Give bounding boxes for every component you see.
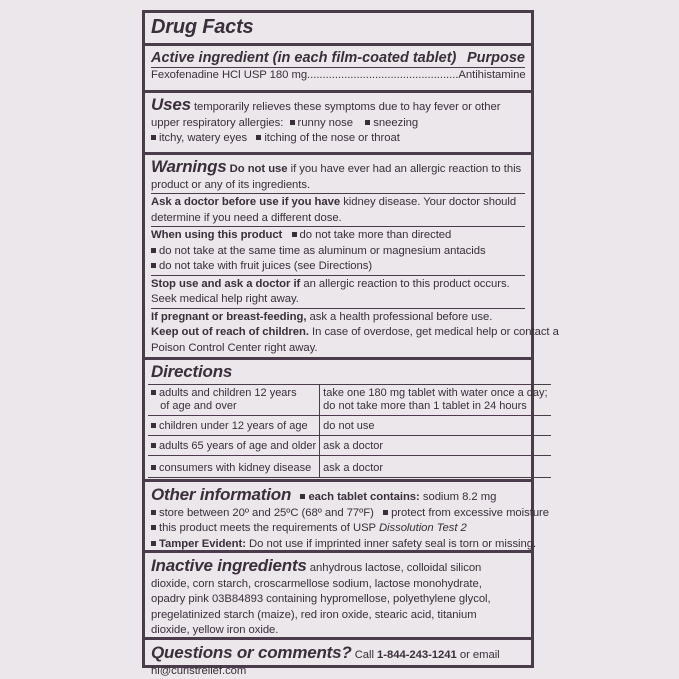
pregnant-label: If pregnant or breast-feeding,: [151, 310, 307, 323]
dir-what: ask a doctor: [323, 462, 384, 474]
uses-line1: temporarily relieves these symptoms due to hay fever or other: [193, 101, 501, 113]
ask-doctor-text2: determine if you need a different dose.: [151, 211, 342, 224]
inactive-section: [145, 550, 531, 637]
stop-use-text2: Seek medical help right away.: [151, 293, 299, 305]
tablet-label: each tablet contains:: [308, 491, 420, 503]
inactive-text: pregelatinized starch (maize), red iron oxide, stearic acid, titanium: [151, 608, 477, 621]
directions-heading: Directions: [151, 362, 233, 381]
tamper-text: Do not use if imprinted inner safety seal is torn or missing.: [249, 537, 537, 550]
active-ingredient-heading: [151, 49, 525, 67]
usp-text: this product meets the requirements of USP: [159, 522, 376, 534]
uses-item-sneezing: sneezing: [373, 116, 419, 129]
inactive-heading: Inactive ingredients: [151, 556, 307, 575]
uses-item-itching-nose: itching of the nose or throat: [264, 132, 400, 144]
dir-who: children under 12 years of age: [159, 420, 308, 432]
active-heading-text: Active ingredient (in each film-coated tablet): [151, 50, 457, 66]
when-using-label: When using this product: [151, 229, 283, 241]
inactive-text: opadry pink 03B84893 containing hypromellose, polyethylene glycol,: [151, 593, 491, 605]
page-title: Drug Facts: [151, 16, 254, 38]
questions-heading: Questions or comments?: [151, 643, 352, 662]
active-line: [151, 68, 525, 84]
active-line-text: Fexofenadine HCl USP 180 mg.................................................Antihistamine: [151, 69, 526, 81]
do-not-use-text2: product or any of its ingredients.: [151, 178, 311, 191]
dir-what: do not take more than 1 tablet in 24 hours: [323, 400, 527, 412]
questions-section: [145, 637, 531, 677]
other-info-heading: Other information: [151, 485, 292, 504]
stop-use-text: an allergic reaction to this product occurs.: [303, 277, 510, 290]
ask-doctor-text: kidney disease. Your doctor should: [343, 196, 517, 208]
directions-table: [148, 384, 551, 478]
when-using-item: do not take more than directed: [299, 229, 452, 241]
other-info-section: [145, 479, 549, 550]
directions-section: [145, 357, 548, 478]
call-text: Call: [354, 649, 374, 661]
table-row: [148, 416, 551, 436]
dir-what: do not use: [323, 420, 375, 432]
dir-who: adults and children 12 years: [159, 387, 297, 399]
uses-item-runny-nose: runny nose: [297, 116, 353, 129]
keep-out-label: Keep out of reach of children.: [151, 326, 309, 338]
uses-section: [145, 90, 531, 148]
ask-doctor-label: Ask a doctor before use if you have: [151, 196, 341, 208]
or-email-text: or email: [459, 649, 500, 661]
uses-line2: upper respiratory allergies:: [151, 116, 284, 129]
inactive-text: anhydrous lactose, colloidal silicon: [309, 562, 482, 574]
table-row: [148, 436, 551, 456]
title-section: [145, 15, 531, 39]
warnings-heading: Warnings: [151, 157, 227, 176]
dir-who: of age and over: [160, 400, 237, 412]
dir-who: adults 65 years of age and older: [159, 440, 317, 452]
email-link[interactable]: hi@curistrelief.com: [151, 664, 247, 677]
do-not-use-label: Do not use: [229, 163, 288, 175]
store-text: store between 20º and 25ºC (68º and 77ºF): [159, 506, 374, 519]
active-ingredient-section: [145, 43, 531, 85]
when-using-item: do not take with fruit juices (see Directions): [159, 260, 373, 272]
warnings-section: [145, 152, 559, 354]
tamper-label: Tamper Evident:: [159, 537, 246, 550]
do-not-use-text: if you have ever had an allergic reaction to this: [290, 163, 522, 175]
keep-out-text: In case of overdose, get medical help or contact a: [312, 326, 559, 338]
when-using-item: do not take at the same time as aluminum or magnesium antacids: [159, 244, 486, 257]
stop-use-label: Stop use and ask a doctor if: [151, 277, 301, 290]
uses-heading: Uses: [151, 95, 191, 114]
table-row: [148, 456, 551, 478]
drug-facts-panel: [142, 10, 559, 677]
usp-test: Dissolution Test 2: [378, 522, 467, 534]
tablet-text: sodium 8.2 mg: [422, 491, 497, 503]
inactive-text: dioxide, yellow iron oxide.: [151, 624, 279, 636]
uses-item-itchy-eyes: itchy, watery eyes: [159, 132, 248, 144]
dir-who: consumers with kidney disease: [159, 462, 312, 474]
dir-what: ask a doctor: [323, 440, 384, 452]
table-row: [148, 385, 551, 416]
inactive-text: dioxide, corn starch, croscarmellose sodium, lactose monohydrate,: [151, 577, 482, 590]
protect-text: protect from excessive moisture: [391, 506, 549, 519]
phone-number[interactable]: 1-844-243-1241: [377, 649, 457, 661]
dir-what: take one 180 mg tablet with water once a day;: [323, 387, 548, 399]
purpose-heading: Purpose: [466, 50, 525, 66]
pregnant-text: ask a health professional before use.: [309, 310, 493, 323]
keep-out-text2: Poison Control Center right away.: [151, 341, 318, 354]
